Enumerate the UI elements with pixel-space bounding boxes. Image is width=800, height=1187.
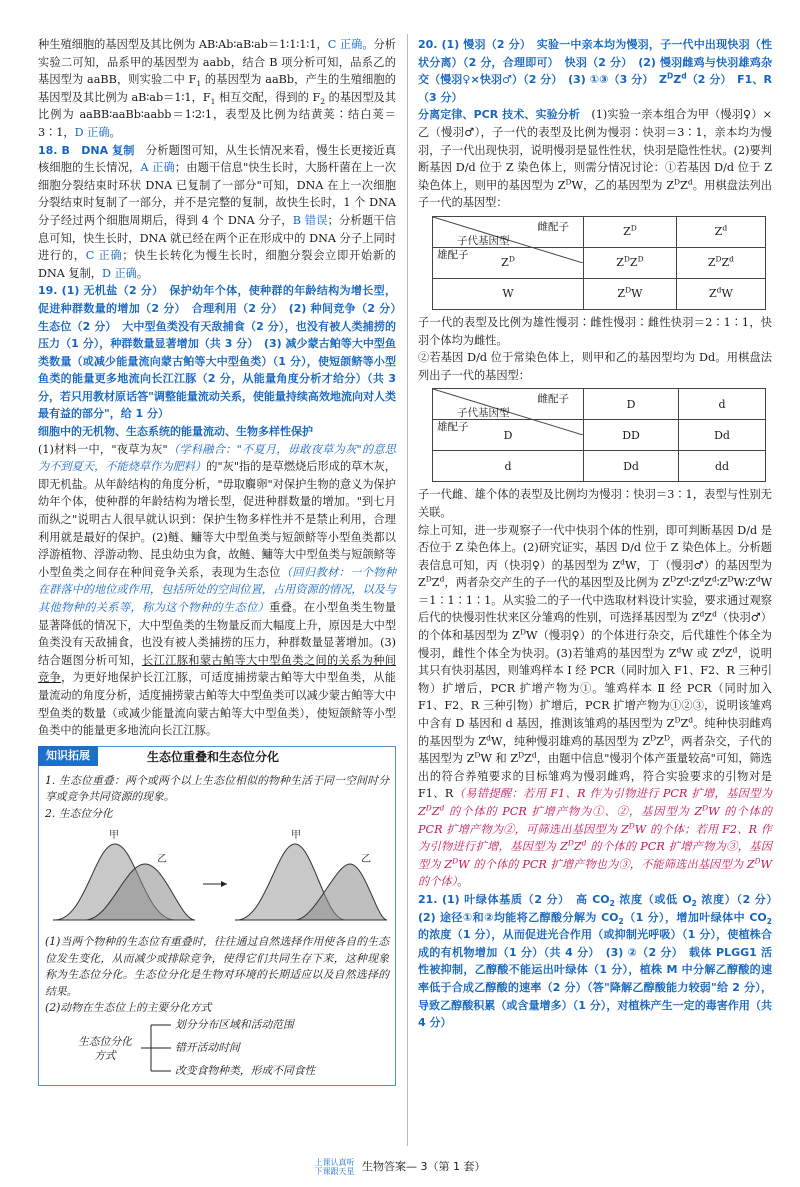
table2-col-2: d [679,389,766,420]
knowledge-box [38,746,396,1086]
table2-row-2-head: d [433,451,584,482]
page-footer [0,1158,800,1176]
q20-analysis-2: 子一代的表型及比例为雄性慢羽∶雌性慢羽∶雌性快羽＝2∶1∶1，快羽个体均为雌性。 ②若基因 D/d 位于常染色体上，则甲和乙的基因型均为 Dd。用棋盘法列出子一代的基因型： [418,315,772,382]
table2-row-1-head: D [433,420,584,451]
branch-item-3: 改变食物种类，形成不同食性 [175,1063,316,1077]
knowledge-badge: 知识拓展 [38,746,98,767]
curve-label-yi-2: 乙 [361,854,371,866]
q21-answer: 21. (1) 叶绿体基质（2 分） 高 $CO_2$ 浓度（或低 $O_2$ 浓度）（2 分） (2) 途径①和②均能将乙醇酸分解为 $CO_2(1$ 分），增加叶绿体中 $CO_2$ 的浓度（1 分），从而促进光合作用（或抑制光呼吸）（1 分），使植株合成的有机物增加（1 分）（共 4 分） (3) ②（2 分） 载体 PLGG1 活性被抑制，乙醇酸不能运出叶绿体（1 分），植株 M 中分解乙醇酸的速率低于合成乙醇酸的速率（2 分）（答"降解乙醇酸能力较弱"给 2 分），导致乙醇酸积累（或含量增多）（1 分），对植株产生一定的毒害作用（共 4 分） [418,892,783,1030]
punnett-table-auto [432,388,766,482]
q19-topic: 细胞中的无机物、生态系统的能量流动、生物多样性保护 [38,425,313,439]
q20-topic: 分离定律、PCR 技术、实验分析 (1)实验一亲本组合为甲（慢羽♀）×乙（慢羽♂），子一代的表型及比例为慢羽∶快羽＝3∶1，亲本均为慢羽，子一代出现快羽，说明慢羽是显性性状，快羽是隐性性状。(2)要判断基因 D/d 位于 Z 染色体上，则需分情况讨论：①若基因 D/d 位于 Z 染色体上，则甲的基因型为 $Z^DW$，乙的基因型为 $Z^DZ^d$。用棋盘法列出子一代的基因型： [418,108,773,210]
curve-label-jia-2: 甲 [291,830,301,842]
footer-text: 生物答案— 3（第 1 套） [362,1160,486,1173]
table1-row-1-head: $Z^D$ [433,247,584,278]
table2-cell: Dd [679,420,766,451]
knowledge-point-1: 1. 生态位重叠：两个或两个以上生态位相似的物种生活于同一空间时分享或竞争共同资源的现象。 [45,773,389,804]
branch-item-2: 错开活动时间 [175,1040,240,1054]
q19-answer: 19. (1) 无机盐（2 分） 保护幼年个体，使种群的年龄结构为增长型，促进种群数量的增加（2 分） 合理利用（2 分） (2) 种间竞争（2 分） 生态位（2 分） 大中型鱼类没有天敌捕食（2 分），也没有被人类捕捞的压力（1 分），种群数量显著增加（共 3 分） (3) 减少蒙古鲌等大中型鱼类数量（或减少能量流向蒙古鲌等大中型鱼类）（1 分），使短颌鲚等小型鱼类的能量更多地流向长江江豚（2 分，从能量角度分析才给分）（共 3 分，若只用教材原话答"调整能量流动关系，使能量持续高效地流向对人类最有益的部分"，给 1 分） [38,284,407,421]
table2-col-1: D [584,389,679,420]
table1-offspring-label: 子代基因型 [457,234,510,247]
q20-analysis-3: 子一代雌、雄个体的表型及比例均为慢羽∶快羽＝3∶1，表型与性别无关联。 综上可知，进一步观察子一代中快羽个体的性别，即可判断基因 D/d 是否位于 Z 染色体上。(2)研究证实，基因 D/d 位于 Z 染色体上。分析题表信息可知，丙（快羽♀）的基因型为 $Z^dW$，丁（慢羽♂）的基因型为 $Z^DZ^d$，两者杂交产生的子一代的基因型及比例为 $Z^DZ^d∶Z^dZ^d∶Z^DW∶Z^dW=1∶1∶1∶1$。从实验二的子一代中选取材料设计实验，要求通过观察后代的快慢羽性状来区分雏鸡的性别，可选择基因型为 $Z^dZ^d$（快羽♂）的个体和基因型为 $Z^DW$（慢羽♀）的个体进行杂交，后代雄性个体全为慢羽，雌性个体全为快羽。(3)若雏鸡的基因型为 $Z^dW$ 或 $Z^dZ^d$，说明其只有快羽基因，则雏鸡样本 Ⅰ 经 PCR（同时加入 F1、F2、R 三种引物）扩增后，PCR 扩增产物为①。雏鸡样本 Ⅱ 经 PCR（同时加入 F1、F2、R 三种引物）扩增后，PCR 扩增产物为①②③，说明该雏鸡中含有 D 基因和 d 基因，推测该雏鸡的基因型为 $Z^DZ^d$。纯种快羽雌鸡的基因型为 $Z^dW$，纯种慢羽雄鸡的基因型为 $Z^DZ^D$，两者杂交，子代的基因型为 $Z^DW$ 和 $Z^DZ^d$，由题中信息"慢羽个体产蛋量较高"可知，筛选出的符合养殖要求的目标雏鸡为慢羽雌鸡，符合实验要求的引物对是 F1、R（易错提醒：若用 F1、R 作为引物进行 PCR 扩增，基因型为 $Z^DZ^d$ 的个体的 PCR 扩增产物为①、②，基因型为 $Z^DW$ 的个体的 PCR 扩增产物为②，可筛选出基因型为 $Z^DW$ 的个体；若用 F2、R 作为引物进行扩增，基因型为 $Z^DZ^d$ 的个体的 PCR 扩增产物为③，基因型为 $Z^DW$ 的个体的 PCR 扩增产物也为③，不能筛选出基因型为 $Z^DW$ 的个体）。 [418,488,772,889]
q19-analysis-1: (1)材料一中，"夜草为灰"（学科融合："不夏月，毋敢夜草为灰"的意思为不到夏天，不能烧草作为肥料）的"灰"指的是草燃烧后形成的草木灰，即无机盐。从年龄结构的角度分析，"毋取麛卵"对保护生物的意义为保护幼年个体，使种群的年龄结构为增长型，促进种群数量的增加。"到七月而纵之"说明古人很早就认识到：保护生物多样性并不是禁止利用，合理利用就是最好的保护。(2)鲢、鳙等大中型鱼类与短颌鲚等小型鱼类都以浮游植物、浮游动物、昆虫幼虫为食，故鲢、鳙等大中型鱼类与短颌鲚等小型鱼类之间存在种间竞争关系，表现为生态位（回归教材：一个物种在群落中的地位或作用，包括所处的空间位置，占用资源的情况，以及与其他物种的关系等，称为这个物种的生态位）重叠。在小型鱼类生物量显著降低的情况下，大中型鱼类的生物量反而大幅度上升，原因是大中型鱼类没有天敌捕食，也没有被人类捕捞的压力，种群数量显著增加。(3)结合题图分析可知，长江江豚和蒙古鲌等大中型鱼类之间的关系为种间竞争，为更好地保护长江江豚，可适度捕捞蒙古鲌等大中型鱼类，从能量流动的角度分析，适度捕捞蒙古鲌等大中型鱼类可以减少蒙古鲌等大中型鱼类的数量（或减少能量流向蒙古鲌等大中型鱼类），使短颌鲚等小型鱼类中的能量更多地流向长江江豚。 [38,442,397,738]
table2-male-label: 雄配子 [437,421,469,434]
q17-continued: 种生殖细胞的基因型及其比例为 AB∶Ab∶aB∶ab＝1∶1∶1∶1，C 正确。分析实验二可知，品系甲的基因型为 aabb，结合 B 项分析可知，品系乙的基因型为 aaBB，则实验二中 $F_1$ 的基因型为 aaBb，产生的生殖细胞的基因型及其比例为 aB∶ab＝1∶1，$F_1$ 相互交配，得到的 $F_2$ 的基因型及其比例为 aaBB∶aaBb∶aabb＝1∶2∶1，表型及比例为结黄荚∶结白荚＝3∶1，D 正确。 [38,38,396,139]
table2-header-cell [433,389,584,434]
left-column [38,36,407,1086]
table1-col-2: $Z^d$ [676,216,765,247]
knowledge-title: 生态位重叠和生态位分化 [147,749,280,764]
curve-label-jia-1: 甲 [109,830,119,842]
table1-col-1: $Z^D$ [584,216,677,247]
q20-answer: 20. (1) 慢羽（2 分） 实验一中亲本均为慢羽，子一代中出现快羽（性状分离）（2 分，合理即可） 快羽（2 分） (2) 慢羽雌鸡与快羽雄鸡杂交（慢羽♀×快羽♂）（2 分） (3) ①③（3 分） $Z^DZ^d(2$ 分） F1、R（3 分） [418,38,772,104]
table1-cell: $Z^dW$ [676,278,765,309]
q18: 18. B DNA 复制 分析题图可知，从生长情况来看，慢生长更接近真核细胞的生长情况，A 正确；由题干信息"快生长时，大肠杆菌在上一次细胞分裂结束时环状 DNA 已复制了一部分"可知，DNA 在上一次细胞分裂结束时复制了一部分，并不是完整的复制，故快生长时，1 个 DNA 分子经过两个细胞周期后，得到 4 个 DNA 分子，B 错误；分析题干信息可知，快生长时，DNA 就已经在两个正在形成中的 DNA 分子上同时进行的，C 正确；快生长转化为慢生长时，细胞分裂会立即开始新的 DNA 复制，D 正确。 [38,143,396,280]
curve-label-yi-1: 乙 [157,854,167,866]
branch-center: 生态位分化方式 [78,1034,132,1062]
punnett-table-z [432,216,766,310]
knowledge-point-2: 2. 生态位分化 [45,806,113,820]
branch-item-1: 划分分布区域和活动范围 [175,1017,294,1031]
table1-row-2-head: W [433,278,584,309]
branch-diagram [45,1017,389,1079]
knowledge-paragraph-1: (1)当两个物种的生态位有重叠时，往往通过自然选择作用使各自的生态位发生变化，从而减少或排除竞争，使得它们共同生存下来，这种现象称为生态位分化。生态位分化是生物对环境的长期适应以及自然选择的结果。 [45,935,389,998]
table1-header-cell [433,216,584,261]
knowledge-paragraph-2: (2)动物在生态位上的主要分化方式 [45,1001,212,1015]
brand-logo: 上课认真听 下课跟天星 [314,1158,355,1176]
table2-offspring-label: 子代基因型 [457,407,510,420]
table1-cell: $Z^DZ^D$ [584,247,677,278]
table2-cell: DD [584,420,679,451]
table1-cell: $Z^DZ^d$ [676,247,765,278]
niche-diagram [45,824,389,932]
column-divider [407,34,408,1146]
table2-cell: Dd [584,451,679,482]
table1-cell: $Z^DW$ [584,278,677,309]
right-column [418,36,783,1032]
table1-male-label: 雄配子 [437,248,469,261]
table2-female-label: 雌配子 [537,393,569,406]
table1-female-label: 雌配子 [537,220,569,233]
table2-cell: dd [679,451,766,482]
